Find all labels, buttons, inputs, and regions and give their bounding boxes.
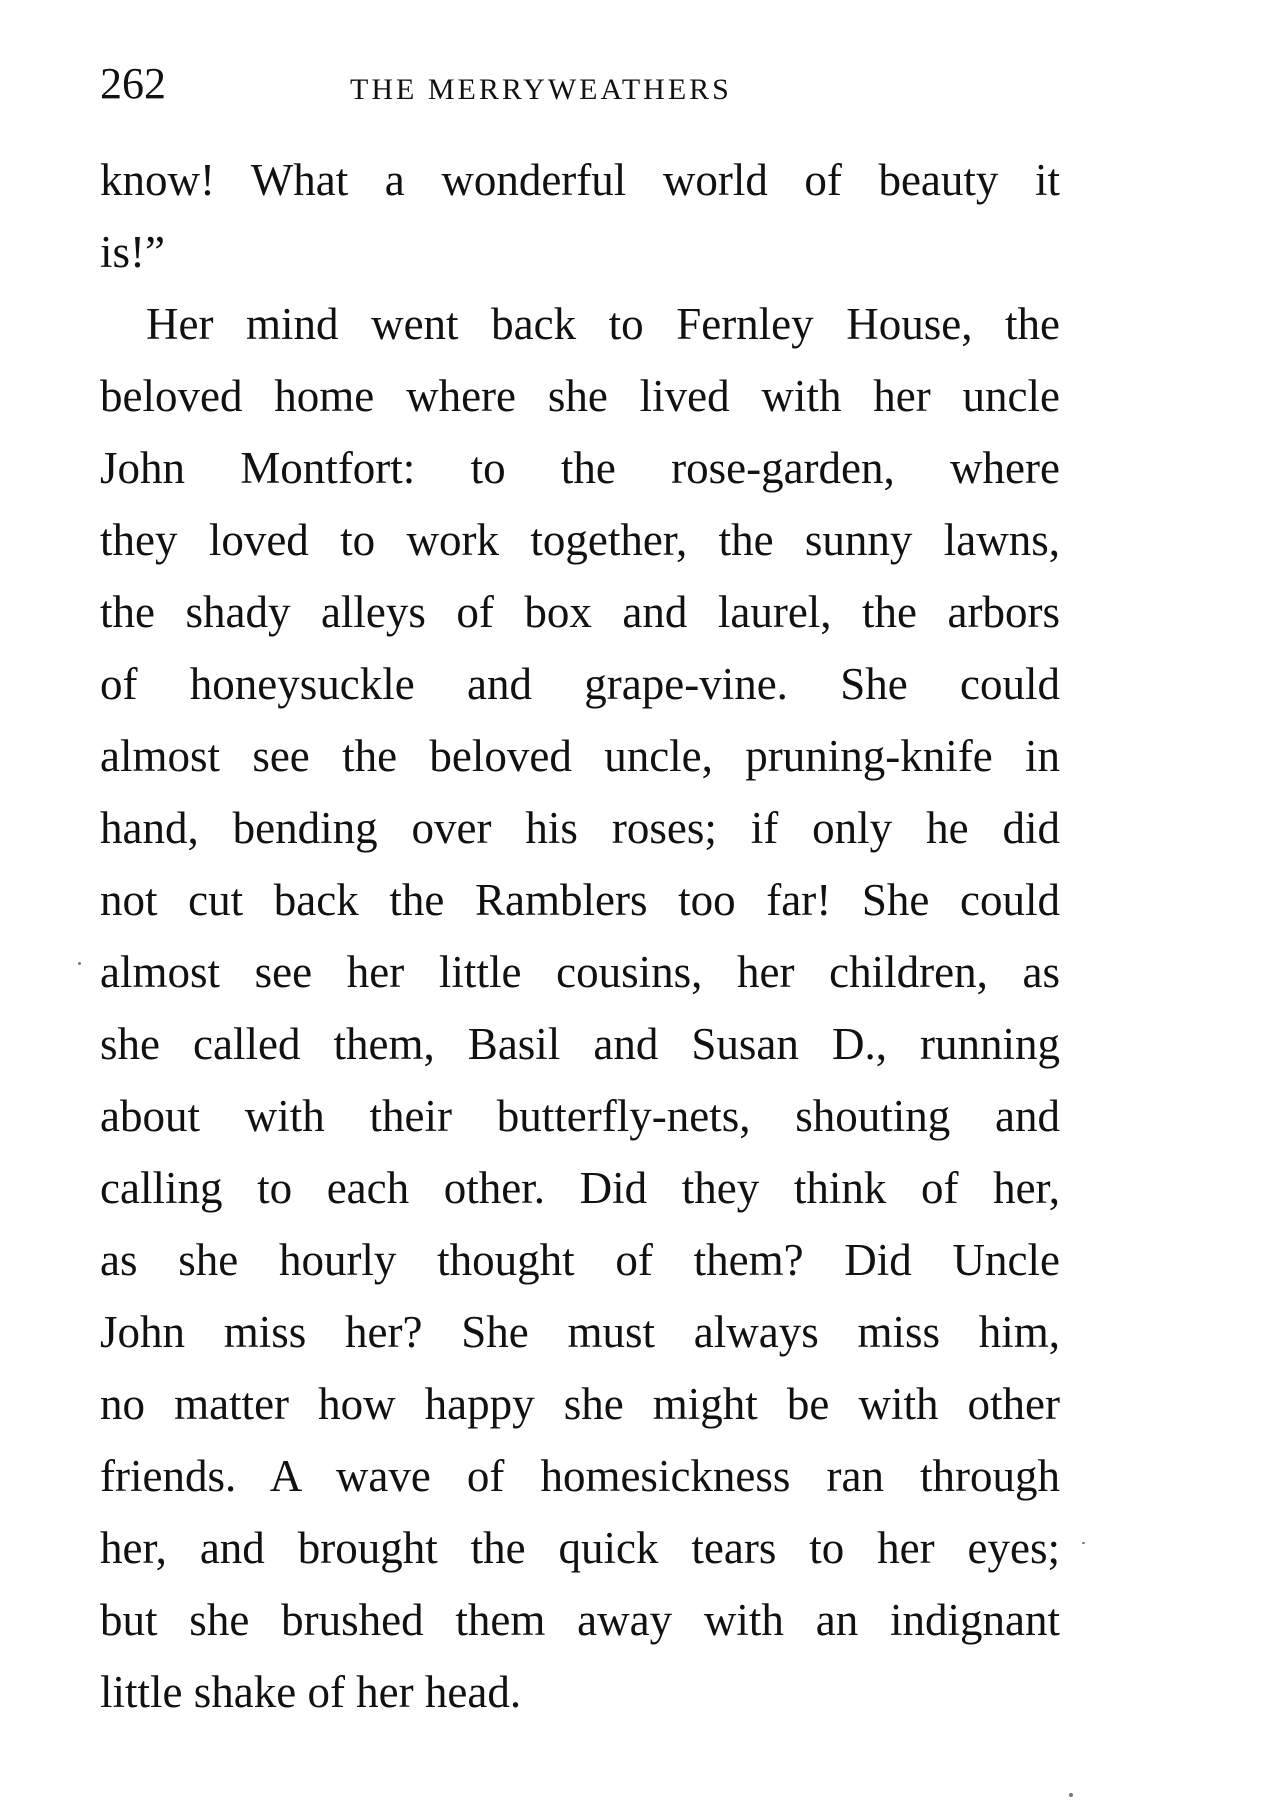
text-line: little shake of her head. [100,1667,522,1717]
text-line: calling to each other. Did they think of her, [100,1163,1060,1213]
text-line: no matter how happy she might be with other [100,1379,1060,1429]
text-line: is!” [100,227,165,277]
text-line: about with their butterfly-nets, shouting and [100,1091,1060,1141]
text-line: almost see her little cousins, her children, as [100,947,1060,997]
text-line: hand, bending over his roses; if only he did [100,803,1060,853]
text-line: she called them, Basil and Susan D., running [100,1019,1060,1069]
running-head: THE MERRYWEATHERS [350,73,732,106]
text-line: her, and brought the quick tears to her eyes; [100,1523,1060,1573]
text-line: know! What a wonderful world of beauty it [100,155,1060,205]
text-line: the shady alleys of box and laurel, the arbors [100,587,1060,637]
body-text [100,144,1060,1728]
text-line: of honeysuckle and grape-vine. She could [100,659,1060,709]
text-line: they loved to work together, the sunny lawns, [100,515,1060,565]
text-line: not cut back the Ramblers too far! She could [100,875,1060,925]
scan-speck [1069,1793,1073,1797]
text-line: friends. A wave of homesickness ran through [100,1451,1060,1501]
page-header [100,54,1060,114]
text-line: Her mind went back to Fernley House, the [146,299,1060,349]
text-line: beloved home where she lived with her uncle [100,371,1060,421]
scan-speck [78,962,81,965]
text-line: but she brushed them away with an indignant [100,1595,1060,1645]
text-line: John Montfort: to the rose-garden, where [100,443,1060,493]
text-line: John miss her? She must always miss him, [100,1307,1060,1357]
scan-speck [1082,1542,1085,1544]
text-line: as she hourly thought of them? Did Uncle [100,1235,1060,1285]
page-number: 262 [100,59,166,108]
text-line: almost see the beloved uncle, pruning-knife in [100,731,1060,781]
